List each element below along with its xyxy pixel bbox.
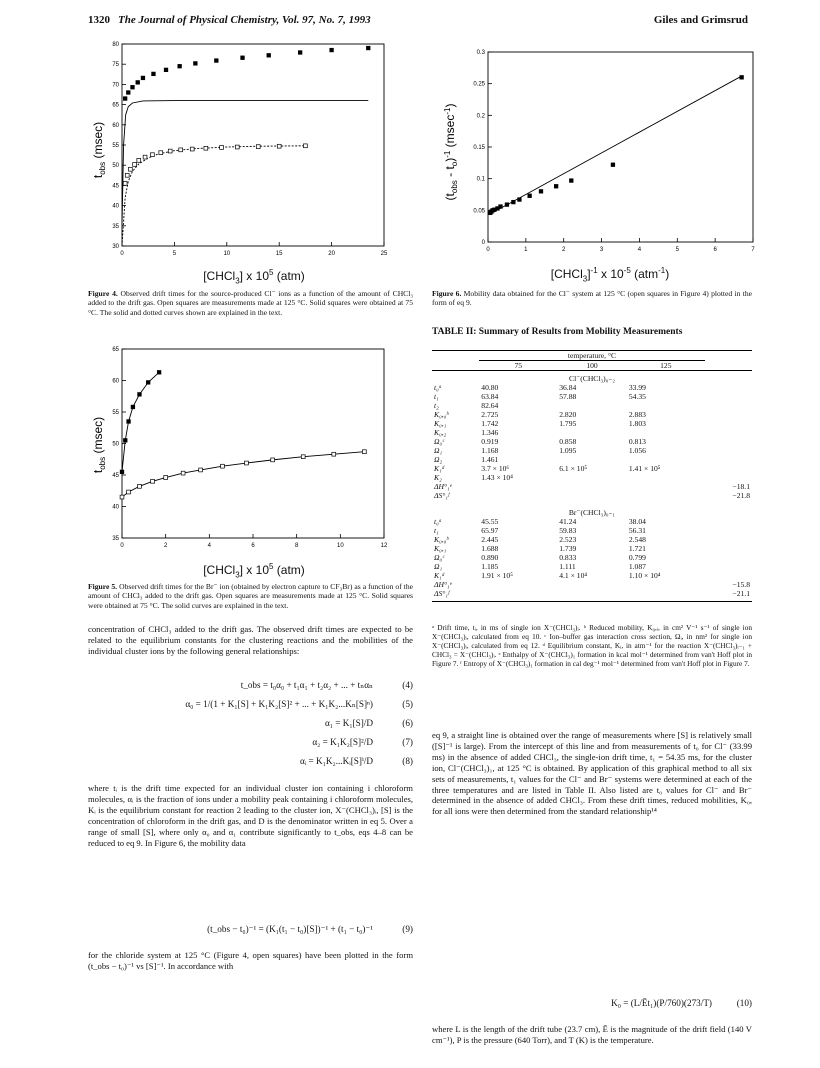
data-point-filled (123, 439, 127, 443)
table-value-cell: 1.721 (628, 544, 646, 553)
x-tick-label: 1 (524, 247, 528, 253)
table-value-cell (557, 491, 627, 500)
y-tick-label: 75 (112, 62, 119, 69)
figure-4-xlabel: [CHCl$_3$] x $10^5$ (atm) (203, 268, 305, 286)
table-value-cell: 1.742 (481, 419, 499, 428)
x-tick-label: 2 (562, 247, 566, 253)
table-value-cell: 1.10 × 10⁴ (628, 571, 661, 580)
figure-5-caption: Figure 5. Observed drift times for the Br⁻ ion (obtained by electron capture to CF₃Br) as a function of the amount of CHCl₃ added to the drift gas. Open squares are measurements made at 125 °C. Solid squares were obtained at 75 °C. The solid curves are explained in the text. (88, 582, 414, 610)
y-tick-label: 30 (112, 244, 119, 250)
table-value-cell (705, 401, 752, 410)
table-value-cell (705, 446, 752, 455)
table-row (432, 526, 752, 535)
table-value-cell: 1.795 (559, 419, 577, 428)
y-tick-label: 0.3 (476, 50, 485, 56)
y-tick-label: 0.05 (473, 208, 485, 215)
table-value-cell: 1.688 (481, 544, 499, 553)
fit-curve-125C (122, 146, 305, 246)
table-value-cell (627, 428, 705, 437)
x-tick-label: 6 (251, 543, 255, 549)
table-param-cell: Ω₂ (434, 455, 443, 464)
table-value-cell: 56.31 (628, 526, 646, 535)
table-col-100: 100 (586, 361, 598, 370)
data-point-open (123, 181, 127, 185)
plot-frame (122, 349, 384, 538)
page-header (88, 14, 748, 28)
data-point-open (181, 471, 185, 475)
y-axis-label: $(t_{obs} - t_o)^{-1}$ (msec$^{-1}$) (443, 103, 459, 201)
y-tick-label: 60 (112, 378, 119, 385)
equation-10-block (432, 998, 752, 1017)
table-value-cell: 82.64 (481, 401, 499, 410)
y-tick-label: 55 (112, 143, 119, 149)
y-tick-label: 0.15 (473, 145, 485, 151)
table-value-cell (705, 562, 752, 571)
body-text-right-1: eq 9, a straight line is obtained over the range of measurements where [S] is relatively small ([S]⁻¹ is large). From the intercept of this line and from measurements of t₀ for Cl⁻ (33.99 ms) in the absence of added CHCl₃, the single-ion drift time, t₁ = 54.35 ms, for the cluster ion, Cl⁻(CHCl₃)₁, at 125 °C is obtained. By application of this graphical method to all six sets of measurements, t₁ values for the Cl⁻ and Br⁻ systems were determined at each of the three temperatures and are listed in Table II. Also listed are t₀ values for Cl⁻ and Br⁻ determined in the absence of added CHCl₃. From these drift times, reduced mobilities, K₀, for all ions were then determined from the standard relationship¹⁴ (432, 730, 752, 817)
table-row (432, 392, 752, 401)
table-value-cell: 63.84 (481, 392, 499, 401)
table-value-cell: 1.185 (481, 562, 499, 571)
data-point-filled (366, 46, 370, 50)
table-value-cell: 0.813 (628, 437, 646, 446)
y-tick-label: 80 (112, 42, 119, 48)
data-point-open (199, 468, 203, 472)
x-tick-label: 10 (336, 543, 344, 549)
y-axis-label: $t_{obs}$ (msec) (91, 121, 107, 179)
table-row (432, 482, 752, 491)
data-point-filled (298, 51, 302, 55)
table-row (432, 473, 752, 482)
table-value-cell (627, 580, 705, 589)
table-value-cell: 1.91 × 10⁵ (481, 571, 513, 580)
table-value-cell: 1.739 (559, 544, 577, 553)
table-param-cell: ΔH°₁ᵉ (434, 482, 452, 491)
body-text-left-2: where tᵢ is the drift time expected for an individual cluster ion containing i chloroform molecules, αᵢ is the fraction of ions under a mobility peak containing i chloroform molecules, Kᵢ is the equilibrium constant for reaction 2 leading to the cluster ion, X⁻(CHCl₃)ᵢ, [S] is the concentration of chloroform in the drift gas, and D is the denominator written in eq 5. Over a range of small [S], where only α₀ and α₁ contribute significantly to t_obs, eqs 4–8 can be reduced to eq 9. In Figure 6, the mobility data (88, 783, 413, 848)
table-col-125: 125 (660, 361, 672, 370)
x-tick-label: 10 (223, 251, 231, 257)
data-point-filled (178, 64, 182, 68)
data-point-filled (740, 76, 744, 80)
table-value-cell (705, 392, 752, 401)
x-tick-label: 15 (275, 251, 283, 257)
table-row (432, 589, 752, 598)
table-param-cell: ΔH°₁ᵉ (434, 580, 452, 589)
data-point-open (220, 146, 224, 150)
table-value-cell: 2.548 (628, 535, 646, 544)
data-point-open (301, 455, 305, 459)
table-value-cell: 0.833 (559, 553, 577, 562)
y-tick-label: 35 (112, 536, 119, 542)
table-value-cell: 4.1 × 10⁴ (559, 571, 588, 580)
table-value-cell: 3.7 × 10⁶ (481, 464, 510, 473)
table-section-cl: Cl⁻(CHCl₃)₀₋₂ (569, 374, 615, 383)
data-point-open (168, 149, 172, 153)
y-tick-label: 40 (112, 203, 119, 210)
table-value-cell: 40.80 (481, 383, 499, 392)
x-tick-label: 5 (675, 247, 679, 253)
data-point-filled (499, 205, 503, 209)
x-tick-label: 25 (380, 251, 388, 257)
body-text-left-3: for the chloride system at 125 °C (Figure 4, open squares) have been plotted in the form (t_obs − t₀)⁻¹ vs [S]⁻¹. In accordance with (88, 950, 413, 971)
table-value-cell: 1.056 (628, 446, 646, 455)
table-value-cell (627, 401, 705, 410)
table-param-cell: t₀ᵃ (434, 383, 442, 392)
x-tick-label: 4 (207, 543, 212, 549)
table-value-cell (705, 419, 752, 428)
table-value-cell: 54.35 (628, 392, 646, 401)
data-point-open (204, 146, 208, 150)
table-row (432, 401, 752, 410)
table-value-cell: 1.461 (481, 455, 499, 464)
table-param-cell: ΔS°₁ᶠ (434, 491, 450, 500)
page-number: 1320 (88, 14, 110, 26)
table-2 (432, 351, 752, 602)
table-value-cell: −18.1 (732, 482, 750, 491)
table-value-cell (627, 589, 705, 598)
table-value-cell (557, 473, 627, 482)
y-tick-label: 60 (112, 122, 119, 129)
x-tick-label: 2 (163, 543, 168, 549)
y-tick-label: 50 (112, 163, 119, 170)
data-point-open (143, 155, 147, 159)
table-value-cell: 2.883 (628, 410, 646, 419)
table-col-75: 75 (514, 361, 523, 370)
data-point-open (221, 464, 225, 468)
table-value-cell: 36.84 (559, 383, 577, 392)
data-point-filled (126, 91, 130, 95)
table-value-cell (705, 455, 752, 464)
table-value-cell: 2.445 (481, 535, 499, 544)
x-tick-label: 12 (380, 543, 388, 549)
plot-frame (488, 52, 753, 242)
data-point-filled (131, 405, 135, 409)
table-value-cell (705, 553, 752, 562)
table-value-cell (705, 526, 752, 535)
table-param-cell: K₀,₂ (434, 428, 447, 437)
table-value-cell: 1.095 (559, 446, 577, 455)
table-section-br: Br⁻(CHCl₃)₀₋₁ (568, 508, 616, 517)
data-point-open (150, 153, 154, 157)
equation-9-block (88, 924, 413, 943)
data-point-filled (164, 68, 168, 72)
data-point-filled (138, 393, 142, 397)
table-value-cell: 0.919 (481, 437, 499, 446)
table-value-cell: 0.799 (628, 553, 646, 562)
fit-line-75C (122, 101, 368, 226)
data-point-open (256, 145, 260, 149)
data-point-filled (152, 72, 156, 76)
figure-6-caption: Figure 6. Mobility data obtained for the Cl⁻ system at 125 °C (open squares in Figure 4) plotted in the form of eq 9. (432, 289, 752, 308)
data-point-filled (505, 203, 509, 207)
data-point-filled (554, 184, 558, 188)
table-param-cell: Ω₀ᶜ (434, 437, 445, 446)
table-row (432, 437, 752, 446)
data-point-open (235, 145, 239, 149)
table-param-cell: t₂ (434, 401, 439, 410)
table-row (432, 571, 752, 580)
data-point-filled (215, 59, 219, 63)
y-tick-label: 45 (112, 183, 119, 190)
table-row (432, 455, 752, 464)
data-point-filled (512, 200, 516, 204)
figure-6-xlabel: [CHCl$_3$]$^{-1}$ x $10^{-5}$ (atm$^{-1}$) (550, 266, 670, 284)
table-value-cell: 57.88 (559, 392, 577, 401)
y-tick-label: 0.1 (476, 176, 485, 183)
x-tick-label: 0 (486, 247, 490, 253)
table-value-cell: 1.111 (559, 562, 576, 571)
table-value-cell: 1.168 (481, 446, 499, 455)
table-value-cell (705, 535, 752, 544)
table-row (432, 446, 752, 455)
table-value-cell (705, 437, 752, 446)
table-value-cell (705, 410, 752, 419)
data-point-open (137, 158, 141, 162)
table-value-cell: 2.523 (559, 535, 577, 544)
table-value-cell: 0.858 (559, 437, 577, 446)
x-tick-label: 4 (637, 247, 642, 253)
table-value-cell (627, 455, 705, 464)
data-point-open (362, 450, 366, 454)
table-param-cell: K₀,₀ᵇ (434, 410, 449, 419)
table-value-cell (557, 482, 627, 491)
plot-frame (122, 44, 384, 246)
data-point-filled (120, 470, 124, 474)
fit-curve-125C (122, 452, 364, 497)
equation-8: αᵢ = K₁K₂...Kᵢ[S]ⁱ/D (8) (299, 756, 413, 766)
data-point-open (332, 452, 336, 456)
table-value-cell: 1.803 (628, 419, 646, 428)
body-text-right-2: where L is the length of the drift tube (23.7 cm), Ē is the magnitude of the drift field (140 V cm⁻¹), P is the pressure (640 Torr), and T (K) is the temperature. (432, 1024, 752, 1045)
table-param-cell: t₁ (434, 392, 439, 401)
data-point-filled (141, 76, 145, 80)
y-tick-label: 45 (112, 473, 119, 479)
data-point-open (127, 490, 131, 494)
table-param-cell: t₁ (434, 526, 439, 535)
y-tick-label: 35 (112, 223, 119, 230)
table-row (432, 419, 752, 428)
table-footnotes: ᵃ Drift time, tᵢ, in ms of single ion X⁻(CHCl₃)ᵢ. ᵇ Reduced mobility, K₀,ᵢ, in cm² V⁻¹ s⁻¹ of single ion X⁻(CHCl₃)ᵢ, calculated from eq 10. ᶜ Ion–buffer gas interaction cross section, Ωᵢ, in nm² for single ion X⁻(CHCl₃)ᵢ, calculated from eq 12. ᵈ Equilibrium constant, Kᵢ, in atm⁻¹ for the reaction X⁻(CHCl₃)ᵢ₋₁ + CHCl₃ = X⁻(CHCl₃)ᵢ. ᵉ Enthalpy of X⁻(CHCl₃)₁ formation in kcal mol⁻¹ determined from van't Hoff plot in Figure 7. ᶠ Entropy of X⁻(CHCl₃)₁ formation in cal deg⁻¹ mol⁻¹ determined from van't Hoff plot in Figure 7. (432, 623, 752, 668)
x-tick-label: 20 (328, 251, 335, 257)
table-value-cell (557, 580, 627, 589)
table-value-cell: 1.43 × 10⁴ (481, 473, 513, 482)
equation-4: t_obs = t₀α₀ + t₁α₁ + t₂α₂ + ... + tₙαₙ (4) (240, 680, 413, 690)
equation-7: α₂ = K₁K₂[S]²/D (7) (312, 737, 413, 747)
journal-name: The Journal of Physical Chemistry, Vol. 97, No. 7, 1993 (118, 14, 371, 26)
table-value-cell: 2.725 (481, 410, 499, 419)
body-text-left-1: concentration of CHCl₃ added to the drift gas. The observed drift times are expected to be related to the equilibrium constants for the clustering reactions and the mobilities of the individual cluster ions by the following general relationships: (88, 624, 413, 656)
table-value-cell (705, 544, 752, 553)
table-value-cell (479, 482, 557, 491)
figure-4-caption: Figure 4. Observed drift times for the source-produced Cl⁻ ions as a function of the amount of CHCl₃ added to the drift gas. Open squares are measurements made at 125 °C. Solid squares were obtained at 75 °C. The solid and dotted curves shown are explained in the text. (88, 289, 413, 317)
data-point-filled (157, 371, 161, 375)
table-value-cell: 65.97 (481, 526, 499, 535)
data-point-open (128, 167, 132, 171)
table-param-cell: K₁ᵈ (434, 464, 445, 473)
x-tick-label: 8 (294, 543, 299, 549)
table-value-cell: 1.346 (481, 428, 499, 437)
table-value-cell: 59.83 (559, 526, 577, 535)
table-value-cell: 38.04 (628, 517, 646, 526)
data-point-filled (123, 97, 127, 101)
table-value-cell (627, 491, 705, 500)
data-point-filled (569, 179, 573, 183)
table-value-cell: 2.820 (559, 410, 577, 419)
table-value-cell (479, 589, 557, 598)
table-value-cell: 0.890 (481, 553, 499, 562)
data-point-filled (194, 62, 198, 66)
table-row (432, 580, 752, 589)
data-point-open (164, 476, 168, 480)
y-tick-label: 65 (112, 102, 119, 109)
y-tick-label: 65 (112, 347, 119, 353)
x-tick-label: 0 (120, 543, 124, 549)
table-value-cell (627, 482, 705, 491)
table-value-cell (705, 473, 752, 482)
table-row (432, 517, 752, 526)
table-row (432, 428, 752, 437)
equations-4-8 (88, 680, 413, 775)
y-tick-label: 70 (112, 82, 119, 89)
data-point-filled (528, 194, 532, 198)
equation-6: α₁ = K₁[S]/D (6) (324, 718, 413, 728)
table-param-cell: t₀ᵃ (434, 517, 442, 526)
data-point-filled (241, 56, 245, 60)
x-tick-label: 0 (120, 251, 124, 257)
table-value-cell (705, 428, 752, 437)
table-param-cell: Ω₀ᶜ (434, 553, 445, 562)
table-row (432, 464, 752, 473)
x-tick-label: 3 (599, 247, 604, 253)
data-point-filled (539, 190, 543, 194)
table-param-cell: K₂ (434, 473, 442, 482)
table-row (432, 535, 752, 544)
table-value-cell (627, 473, 705, 482)
data-point-open (151, 479, 155, 483)
table-row (432, 491, 752, 500)
figure-5-xlabel: [CHCl$_3$] x $10^5$ (atm) (203, 562, 305, 580)
table-value-cell: 1.087 (628, 562, 646, 571)
table-row (432, 410, 752, 419)
data-point-open (125, 173, 129, 177)
table-value-cell (557, 455, 627, 464)
table-value-cell: 6.1 × 10⁵ (559, 464, 588, 473)
equation-10: K₀ = (L/Ēt₁)(P/760)(273/T) (10) (611, 998, 752, 1008)
table-value-cell: −15.8 (732, 580, 750, 589)
figure-4-chart (88, 40, 388, 272)
table-param-cell: Ω₁ (434, 562, 443, 571)
data-point-filled (611, 163, 615, 167)
table-value-cell (705, 517, 752, 526)
y-tick-label: 0.2 (476, 113, 485, 120)
data-point-open (138, 484, 142, 488)
table-value-cell (557, 401, 627, 410)
running-authors: Giles and Grimsrud (653, 14, 748, 26)
data-point-open (120, 495, 124, 499)
data-point-open (304, 144, 308, 148)
table-param-cell: Ω₁ (434, 446, 443, 455)
y-axis-label: $t_{obs}$ (msec) (91, 416, 107, 474)
table-param-cell: K₀,₁ (434, 419, 447, 428)
y-tick-label: 0 (481, 240, 485, 246)
x-tick-label: 6 (713, 247, 717, 253)
table-value-cell: −21.1 (732, 589, 750, 598)
table-row (432, 383, 752, 392)
data-point-filled (518, 198, 522, 202)
x-tick-label: 7 (751, 247, 755, 253)
data-point-open (271, 458, 275, 462)
table-param-cell: ΔS°₁ᶠ (434, 589, 450, 598)
table-value-cell (705, 571, 752, 580)
table-value-cell: −21.8 (732, 491, 750, 500)
table-value-cell (557, 428, 627, 437)
data-point-open (133, 162, 137, 166)
y-tick-label: 0.25 (473, 81, 485, 88)
table-value-cell: 41.24 (559, 517, 577, 526)
data-point-filled (146, 381, 150, 385)
x-tick-label: 5 (172, 251, 177, 257)
table-value-cell: 1.41 × 10⁵ (628, 464, 661, 473)
table-value-cell (557, 589, 627, 598)
table-value-cell: 45.55 (481, 517, 499, 526)
data-point-filled (267, 54, 271, 58)
data-point-open (159, 151, 163, 155)
data-point-open (179, 148, 183, 152)
table-value-cell (479, 491, 557, 500)
equation-5: α₀ = 1/(1 + K₁[S] + K₁K₂[S]² + ... + K₁K₂...Kₙ[S]ⁿ) (5) (185, 699, 413, 709)
table-param-cell: K₁ᵈ (434, 571, 445, 580)
figure-6-chart (432, 40, 757, 260)
data-point-filled (330, 48, 334, 52)
table-row (432, 562, 752, 571)
table-2-title: TABLE II: Summary of Results from Mobility Measurements (432, 327, 683, 337)
y-tick-label: 55 (112, 410, 119, 416)
table-value-cell (479, 580, 557, 589)
data-point-filled (136, 81, 140, 85)
y-tick-label: 50 (112, 441, 119, 448)
data-point-filled (131, 85, 135, 89)
table-param-cell: K₀,₁ (434, 544, 447, 553)
table-param-cell: K₀,₀ᵇ (434, 535, 449, 544)
table-row (432, 544, 752, 553)
figure-5-chart (88, 345, 388, 557)
data-point-filled (127, 420, 131, 424)
equation-9: (t_obs − t₀)⁻¹ = (K₁(t₁ − t₀)[S])⁻¹ + (t₁ − t₀)⁻¹ (9) (207, 924, 413, 934)
table-value-cell (705, 464, 752, 473)
y-tick-label: 40 (112, 504, 119, 511)
table-value-cell (705, 383, 752, 392)
data-point-open (245, 461, 249, 465)
table-value-cell: 33.99 (628, 383, 646, 392)
table-group-header: temperature, °C (479, 351, 705, 361)
data-point-open (277, 144, 281, 148)
data-point-open (190, 147, 194, 151)
table-row (432, 553, 752, 562)
linear-fit-line (490, 76, 742, 214)
